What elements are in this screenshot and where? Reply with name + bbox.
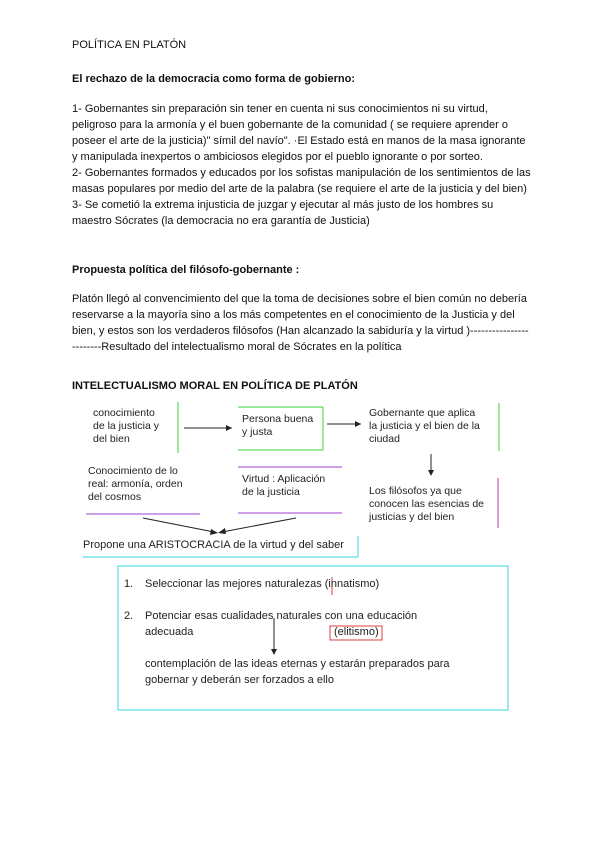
box-gobernante-line1: Gobernante que aplica	[369, 407, 476, 419]
arrow-1-head	[226, 425, 232, 431]
section1-point3: 3- Se cometió la extrema injusticia de juzgar y ejecutar al más justo de los hombres su maestro Sócrates (la democracia no era garantía de Justicia)	[72, 199, 494, 227]
box-persona	[242, 413, 313, 439]
box-virtud-line1: Virtud : Aplicación	[242, 473, 326, 485]
list-result-line2: gobernar y deberán ser forzados a ello	[145, 674, 334, 686]
propone-box: Propone una ARISTOCRACIA de la virtud y del saber	[83, 539, 344, 551]
box-gobernante-line2: la justicia y el bien de la	[369, 420, 480, 432]
box-conocimiento-line3: del bien	[93, 433, 130, 445]
box-filosofos-line3: justicias y del bien	[369, 511, 455, 523]
list-item2-line2: adecuada	[145, 626, 194, 638]
box-real-line1: Conocimiento de lo	[88, 465, 178, 477]
box-virtud-line2: de la justicia	[242, 486, 300, 498]
arrow-2-head	[355, 421, 361, 427]
box-conocimiento-line1: conocimiento	[93, 407, 155, 419]
list-item2-line1: Potenciar esas cualidades naturales con una educación	[145, 610, 418, 622]
box-filosofos-line2: conocen las esencias de	[369, 498, 484, 510]
section1-point1: 1- Gobernantes sin preparación sin tener en cuenta ni sus conocimientos ni su virtud, peligroso para la armonía y el buen gobernante de la comunidad ( se requiere aprender o poseer el arte de la justicia)" símil del navío". ·El Estado está en manos de la masa ignorante y manipulada inexpertos o ambiciosos elegidos por el pueblo ignorante o por sorteo.	[72, 103, 526, 163]
box-persona-line2: y justa	[242, 426, 273, 438]
list-item2-number: 2.	[124, 610, 134, 622]
box-conocimiento-line2: de la justicia y	[93, 420, 159, 432]
list-item1-text: Seleccionar las mejores naturalezas (innatismo)	[145, 578, 380, 590]
section3-heading: INTELECTUALISMO MORAL EN POLÍTICA DE PLATÓN	[72, 380, 358, 392]
converge-line-right	[222, 518, 296, 532]
converge-head-left	[210, 529, 218, 535]
document-title: POLÍTICA EN PLATÓN	[72, 39, 187, 51]
box-gobernante	[369, 407, 480, 446]
section1-heading: El rechazo de la democracia como forma de gobierno:	[72, 73, 356, 85]
box-filosofos-line1: Los filósofos ya que	[369, 485, 462, 497]
converge-head-right	[218, 528, 226, 534]
box-gobernante-line3: ciudad	[369, 433, 400, 445]
list-item2-tag: (elitismo)	[334, 626, 379, 638]
box-virtud	[242, 473, 325, 499]
box-conocimiento	[93, 407, 159, 446]
section1-point2: 2- Gobernantes formados y educados por los sofistas manipulación de los sentimientos de las masas populares por medio del arte de la palabra (se requiere el arte de la justicia y del bien)	[72, 167, 531, 195]
box-filosofos	[369, 485, 484, 524]
section2-heading: Propuesta política del filósofo-gobernante :	[72, 264, 300, 276]
box-persona-line1: Persona buena	[242, 413, 314, 425]
box-real	[88, 465, 183, 504]
list-item1-number: 1.	[124, 578, 134, 590]
box-real-line3: del cosmos	[88, 491, 142, 503]
list-arrow-head	[271, 649, 277, 655]
arrow-3-head	[428, 470, 434, 476]
list-result-line1: contemplación de las ideas eternas y estarán preparados para	[145, 658, 450, 670]
box-real-line2: real: armonía, orden	[88, 478, 183, 490]
converge-line-left	[143, 518, 214, 532]
section2-paragraph: Platón llegó al convencimiento del que la toma de decisiones sobre el bien común no debería reservarse a la mayoría sino a los más competentes en el conocimiento de la Justicia y del bien, y estos son los verdaderos filósofos (Han alcanzado la sabiduría y la virtud )------------------------Resultado del intelectualismo moral de Sócrates en la política	[72, 293, 529, 353]
